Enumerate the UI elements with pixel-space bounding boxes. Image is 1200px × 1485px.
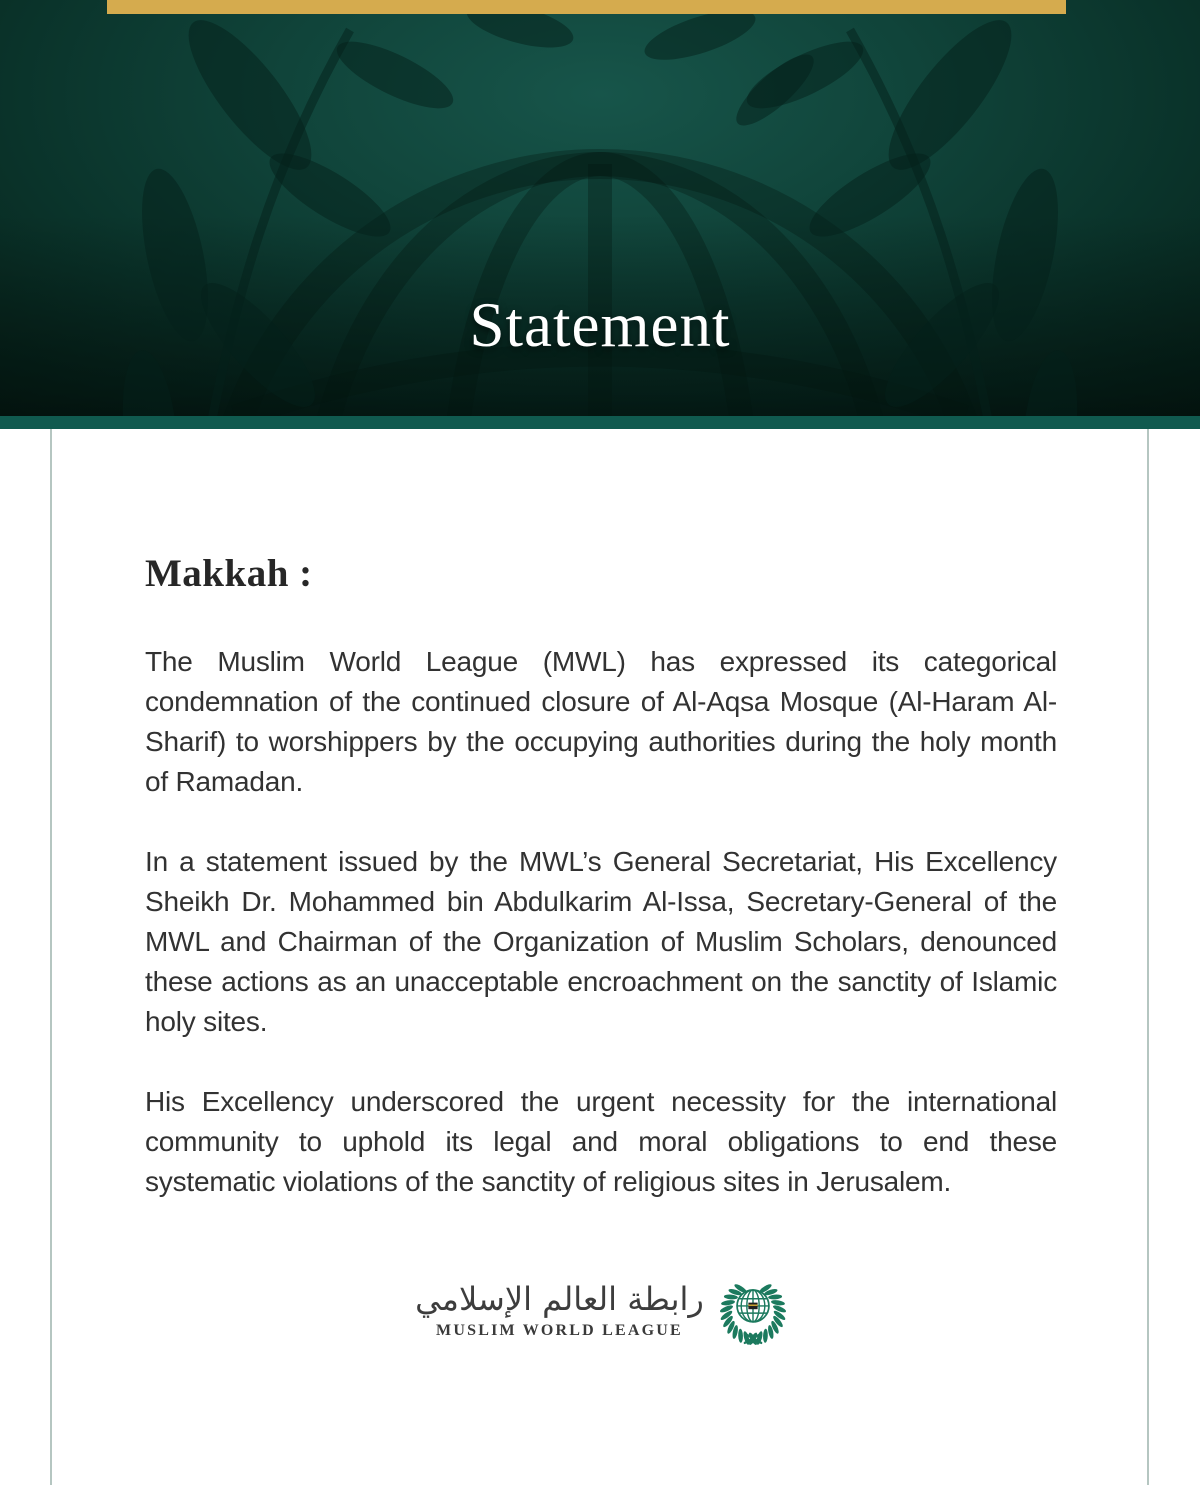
header-banner <box>0 0 1200 429</box>
kaaba-icon <box>748 1303 757 1310</box>
logo-wordmark: MUSLIM WORLD LEAGUE <box>436 1321 683 1339</box>
statement-content <box>0 554 1200 1346</box>
statement-paragraph-2: In a statement issued by the MWL’s General Secretariat, His Excellency Sheikh Dr. Mohammed bin Abdulkarim Al-Issa, Secretary-General of the MWL and Chairman of the Organization of Muslim Scholars, denounced these actions as an unacceptable encroachment on the sanctity of Islamic holy sites. <box>145 846 1057 1037</box>
statement-paragraph-3: His Excellency underscored the urgent necessity for the international community to uphold its legal and moral obligations to end these systematic violations of the sanctity of religious sites in Jerusalem. <box>145 1086 1057 1197</box>
mwl-logo-text <box>415 1279 704 1340</box>
makkah-heading: Makkah : <box>145 552 313 595</box>
statement-paragraph-1: The Muslim World League (MWL) has expressed its categorical condemnation of the continued closure of Al-Aqsa Mosque (Al-Haram Al-Sharif) to worshippers by the occupying authorities during the holy month of Ramadan. <box>145 646 1057 797</box>
statement-title: Statement <box>469 290 731 360</box>
page-body <box>0 429 1200 1485</box>
mwl-emblem-icon <box>719 1272 787 1346</box>
teal-strip <box>0 416 1200 429</box>
logo-arabic-calligraphy: رابطة العالم الإسلامي <box>415 1279 704 1318</box>
gold-bar <box>107 0 1066 14</box>
mwl-logo <box>145 1272 1057 1346</box>
